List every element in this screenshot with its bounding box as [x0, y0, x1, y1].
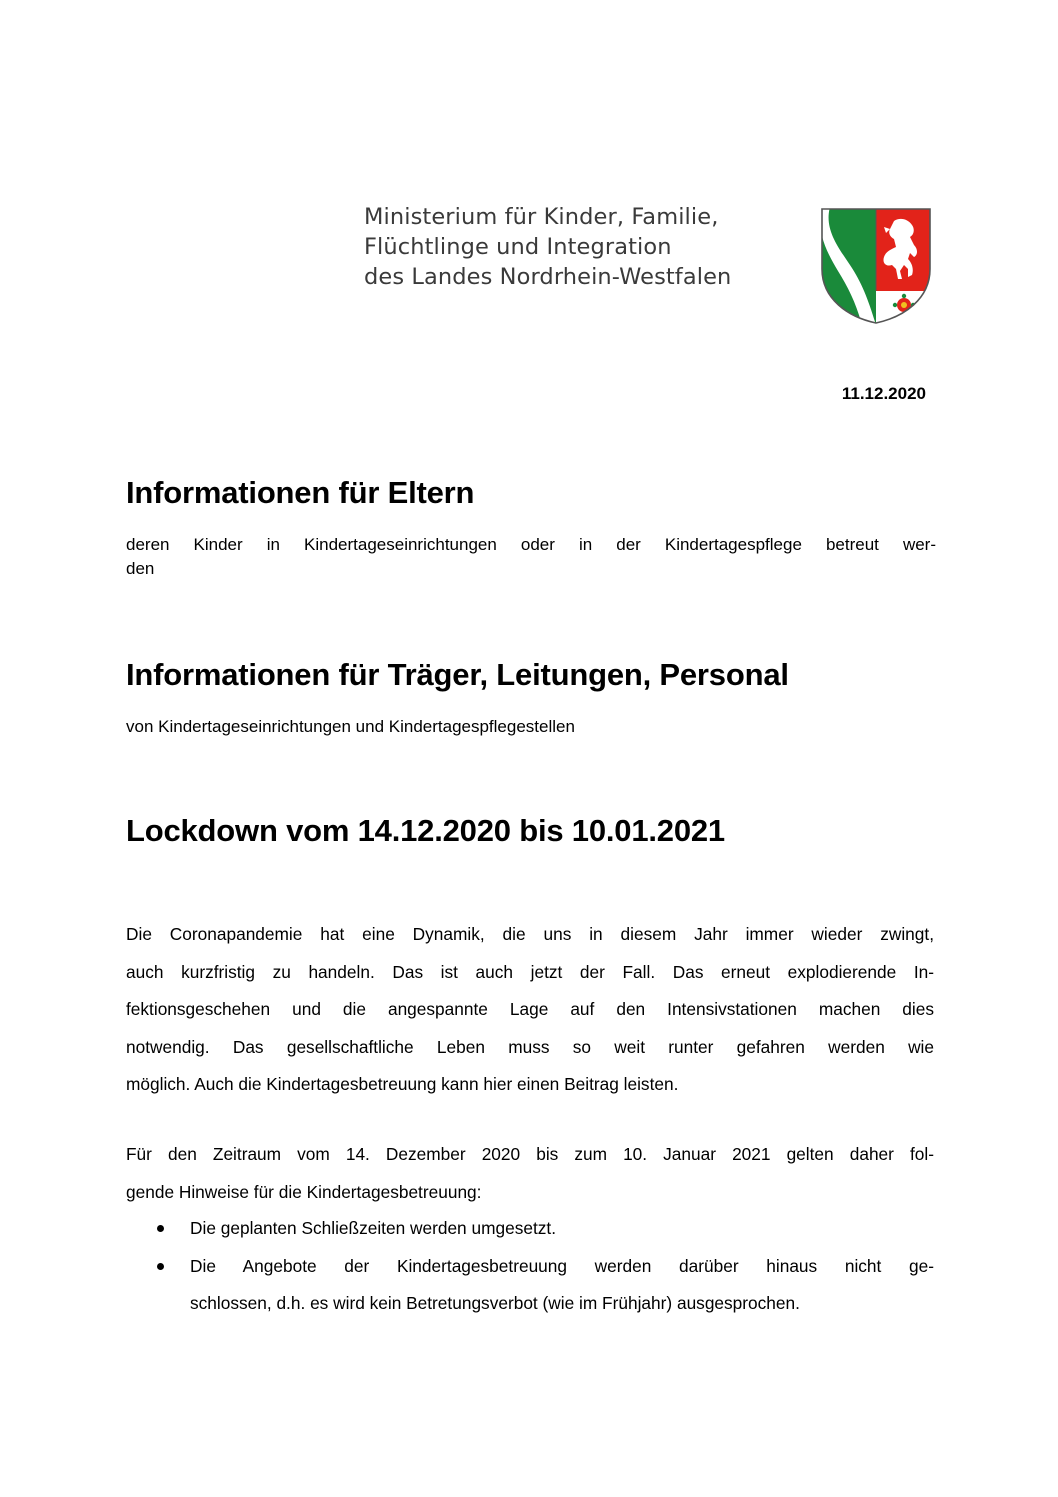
- list-item: [126, 1210, 934, 1248]
- subtitle-parents: [126, 533, 936, 581]
- heading-parents: Informationen für Eltern: [126, 475, 475, 510]
- bullet-icon: [157, 1263, 164, 1270]
- bullet-icon: [157, 1225, 164, 1232]
- paragraph-line: Für den Zeitraum vom 14. Dezember 2020 bis zum 10. Januar 2021 gelten daher fol-: [126, 1144, 934, 1164]
- heading-providers: Informationen für Träger, Leitungen, Personal: [126, 657, 789, 692]
- paragraph-line: Die Coronapandemie hat eine Dynamik, die uns in diesem Jahr immer wieder zwingt,: [126, 924, 934, 944]
- paragraph-line: möglich. Auch die Kindertagesbetreuung kann hier einen Beitrag leisten.: [126, 1074, 679, 1094]
- bullet-list: [126, 1210, 934, 1323]
- ministry-name: [364, 202, 804, 292]
- nrw-coat-of-arms-icon: [820, 207, 932, 325]
- paragraph-line: notwendig. Das gesellschaftliche Leben muss so weit runter gefahren werden wie: [126, 1036, 934, 1057]
- paragraph-line: gende Hinweise für die Kindertagesbetreuung:: [126, 1181, 482, 1202]
- subtitle-providers: von Kindertageseinrichtungen und Kindertagespflegestellen: [126, 717, 575, 736]
- bullet-line: Die Angebote der Kindertagesbetreuung werden darüber hinaus nicht ge-: [190, 1255, 934, 1276]
- ministry-line: Ministerium für Kinder, Familie,: [364, 204, 719, 230]
- subtitle-line: den: [126, 559, 155, 578]
- heading-lockdown: Lockdown vom 14.12.2020 bis 10.01.2021: [126, 813, 725, 848]
- ministry-line: des Landes Nordrhein-Westfalen: [364, 264, 732, 290]
- ministry-line: Flüchtlinge und Integration: [364, 234, 672, 260]
- bullet-line: schlossen, d.h. es wird kein Betretungsverbot (wie im Frühjahr) ausgesprochen.: [190, 1293, 800, 1313]
- paragraph-intro: [126, 916, 934, 1104]
- list-item: [126, 1248, 934, 1323]
- subtitle-line: deren Kinder in Kindertageseinrichtungen oder in der Kindertagespflege betreut wer-: [126, 535, 936, 554]
- paragraph-line: fektionsgeschehen und die angespannte Lage auf den Intensivstationen machen dies: [126, 999, 934, 1019]
- bullet-line: Die geplanten Schließzeiten werden umgesetzt.: [190, 1218, 556, 1238]
- paragraph-period: [126, 1136, 934, 1211]
- document-date: 11.12.2020: [841, 384, 926, 403]
- paragraph-line: auch kurzfristig zu handeln. Das ist auch jetzt der Fall. Das erneut explodierende In-: [126, 961, 934, 982]
